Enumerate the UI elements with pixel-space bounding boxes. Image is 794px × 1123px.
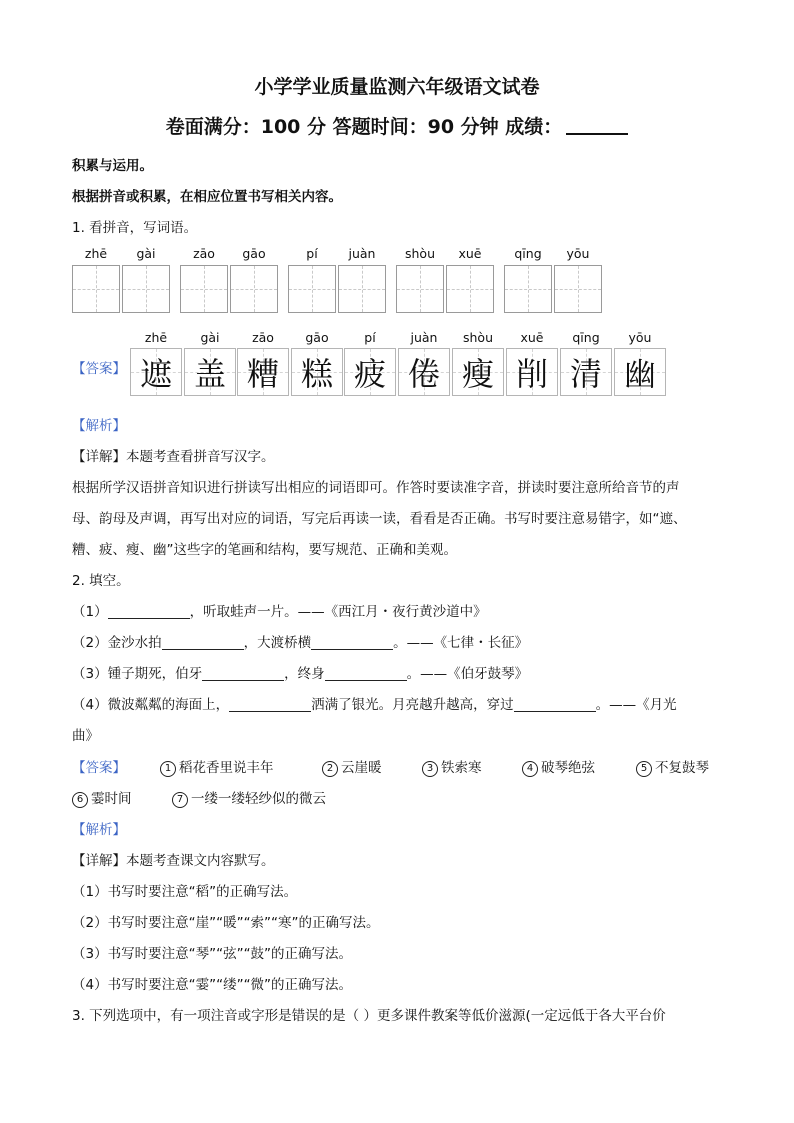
writing-cell: [338, 265, 386, 313]
answer-text-1: 稻花香里说丰年: [179, 760, 274, 776]
writing-cell: [180, 265, 228, 313]
q2-blank-4: [202, 666, 284, 681]
answer-text-4: 破琴绝弦: [541, 760, 595, 776]
answer-character: 倦: [407, 355, 440, 393]
q2-item-1-label: （1）: [72, 604, 108, 620]
writing-box-pair: [288, 265, 388, 313]
answer-text-5: 不复鼓琴: [655, 760, 709, 776]
q1-explain-line-2: 母、韵母及声调，再写出对应的词语，写完后再读一读，看看是否正确。书写时要注意易错字，如“遮、: [72, 511, 687, 527]
answer-box-pair: [130, 348, 238, 396]
answer-character: 削: [515, 355, 548, 393]
writing-cell: [396, 265, 444, 313]
section-heading: 积累与运用。: [72, 158, 153, 174]
answer-box-pair: [452, 348, 560, 396]
answer-text-6: 霎时间: [91, 791, 132, 807]
answer-cell: [130, 348, 182, 396]
writing-box-pair: [504, 265, 604, 313]
q2-blank-7: [514, 697, 596, 712]
writing-cell: [288, 265, 336, 313]
answer-number-5: 5: [636, 761, 652, 777]
answer-pinyin-label: juàn: [410, 330, 438, 345]
answer-number-3: 3: [422, 761, 438, 777]
q2-answer-2: [322, 756, 382, 777]
q2-item-1: [72, 600, 487, 620]
q2-answer-1: [160, 756, 274, 777]
q2-analysis-label: 【解析】: [72, 822, 126, 838]
writing-cell: [504, 265, 552, 313]
q2-prompt: 2. 填空。: [72, 573, 130, 589]
q2-detail-label: 【详解】: [72, 853, 126, 869]
answer-character: 盖: [193, 355, 226, 393]
writing-cell: [72, 265, 120, 313]
answer-pinyin-label: gài: [200, 330, 220, 345]
answer-cell: [452, 348, 504, 396]
answer-number-6: 6: [72, 792, 88, 808]
exam-title: 小学学业质量监测六年级语文试卷: [254, 76, 540, 98]
q1-analysis-label: 【解析】: [72, 418, 126, 434]
q3-prompt: 3. 下列选项中，有一项注音或字形是错误的是（ ）更多课件教案等低价滋源(一定远低于各大平台价: [72, 1008, 666, 1024]
answer-cell: [560, 348, 612, 396]
answer-character: 清: [569, 355, 602, 393]
score-blank: [566, 115, 628, 135]
q2-item-4-text-a: （4）微波粼粼的海面上，: [72, 697, 230, 713]
writing-box-pair: [180, 265, 280, 313]
q2-answer-4: [522, 756, 595, 777]
answer-pinyin-label: pí: [364, 330, 376, 345]
pinyin-label: qīng: [514, 246, 542, 261]
q2-blank-1: [108, 604, 190, 619]
answer-cell: [614, 348, 666, 396]
q2-item-4-end: 曲》: [72, 728, 99, 744]
answer-number-1: 1: [160, 761, 176, 777]
q2-item-3: [72, 662, 528, 682]
q2-item-4-text-b: 洒满了银光。月亮越升越高，穿过: [311, 697, 514, 713]
answer-text-3: 铁索寒: [441, 760, 482, 776]
answer-pinyin-label: yōu: [628, 330, 652, 345]
answer-text-2: 云崖暖: [341, 760, 382, 776]
q2-item-2-text-b: ，大渡桥横: [243, 635, 312, 651]
answer-character: 遮: [139, 355, 172, 393]
section-instruction: 根据拼音或积累，在相应位置书写相关内容。: [72, 189, 342, 205]
q2-answer-5: [636, 756, 709, 777]
answer-character: 糟: [246, 355, 279, 393]
answer-pinyin-label: shòu: [462, 330, 493, 345]
q2-detail: [72, 849, 275, 869]
q2-blank-6: [229, 697, 311, 712]
q2-note-4: （4）书写时要注意“霎”“缕”“微”的正确写法。: [72, 977, 353, 993]
q2-item-2-text-c: 。——《七律・长征》: [393, 635, 529, 651]
q2-item-3-text-c: 。——《伯牙鼓琴》: [406, 666, 529, 682]
pinyin-label: yōu: [566, 246, 590, 261]
answer-box-pair: [344, 348, 452, 396]
answer-box-pair: [560, 348, 668, 396]
answer-character: 瘦: [461, 355, 494, 393]
q2-item-4: [72, 693, 677, 713]
writing-box-pair: [396, 265, 496, 313]
answer-character: 糕: [300, 355, 333, 393]
answer-character: 幽: [623, 355, 656, 393]
answer-box-pair: [237, 348, 345, 396]
pinyin-label: zhē: [84, 246, 108, 261]
q2-answer-3: [422, 756, 482, 777]
answer-pinyin-label: zhē: [144, 330, 168, 345]
q2-item-4-text-c: 。——《月光: [595, 697, 677, 713]
answer-pinyin-label: zāo: [252, 330, 274, 345]
q2-item-3-text-b: ，终身: [284, 666, 325, 682]
q2-blank-5: [325, 666, 407, 681]
q1-explain-line-1: 根据所学汉语拼音知识进行拼读写出相应的词语即可。作答时要读准字音，拼读时要注意所给音节的声: [72, 480, 680, 496]
writing-cell: [122, 265, 170, 313]
q2-note-1: （1）书写时要注意“稻”的正确写法。: [72, 884, 298, 900]
writing-cell: [446, 265, 494, 313]
q2-item-1-text: ，听取蛙声一片。——《西江月・夜行黄沙道中》: [189, 604, 487, 620]
pinyin-label: shòu: [404, 246, 435, 261]
q2-item-2: [72, 631, 528, 651]
pinyin-label: xuē: [458, 246, 482, 261]
answer-cell: [184, 348, 236, 396]
answer-character: 疲: [353, 355, 386, 393]
answer-pinyin-label: qīng: [572, 330, 600, 345]
pinyin-label: pí: [306, 246, 318, 261]
answer-number-2: 2: [322, 761, 338, 777]
answer-pinyin-label: xuē: [520, 330, 544, 345]
answer-pinyin-label: gāo: [305, 330, 329, 345]
pinyin-label: gāo: [242, 246, 266, 261]
writing-cell: [554, 265, 602, 313]
q2-blank-2: [162, 635, 244, 650]
subtitle-text: 卷面满分：100 分 答题时间：90 分钟 成绩：: [165, 116, 563, 138]
answer-number-4: 4: [522, 761, 538, 777]
q1-detail-label: 【详解】: [72, 449, 126, 465]
q1-detail-text: 本题考查看拼音写汉字。: [126, 449, 275, 465]
q1-explain-line-3: 糟、疲、瘦、幽”这些字的笔画和结构，要写规范、正确和美观。: [72, 542, 457, 558]
writing-cell: [230, 265, 278, 313]
q1-detail: [72, 445, 275, 465]
answer-cell: [344, 348, 396, 396]
exam-subtitle: [0, 112, 794, 139]
q2-note-3: （3）书写时要注意“琴”“弦”“鼓”的正确写法。: [72, 946, 353, 962]
pinyin-label: zāo: [193, 246, 215, 261]
q2-item-2-text-a: （2）金沙水拍: [72, 635, 162, 651]
q2-answer-label: 【答案】: [72, 760, 126, 776]
q2-answer-6: [72, 787, 132, 808]
writing-box-pair: [72, 265, 172, 313]
q2-answer-7: [172, 787, 326, 808]
pinyin-label: gài: [136, 246, 156, 261]
q1-answer-label: 【答案】: [72, 361, 126, 377]
q2-detail-text: 本题考查课文内容默写。: [126, 853, 275, 869]
answer-cell: [398, 348, 450, 396]
q1-prompt: 1. 看拼音，写词语。: [72, 220, 198, 236]
answer-number-7: 7: [172, 792, 188, 808]
q2-blank-3: [311, 635, 393, 650]
answer-text-7: 一缕一缕轻纱似的微云: [191, 791, 326, 807]
q2-item-3-text-a: （3）锺子期死，伯牙: [72, 666, 203, 682]
q2-note-2: （2）书写时要注意“崖”“暖”“索”“寒”的正确写法。: [72, 915, 380, 931]
answer-cell: [506, 348, 558, 396]
answer-cell: [291, 348, 343, 396]
answer-cell: [237, 348, 289, 396]
pinyin-label: juàn: [348, 246, 376, 261]
